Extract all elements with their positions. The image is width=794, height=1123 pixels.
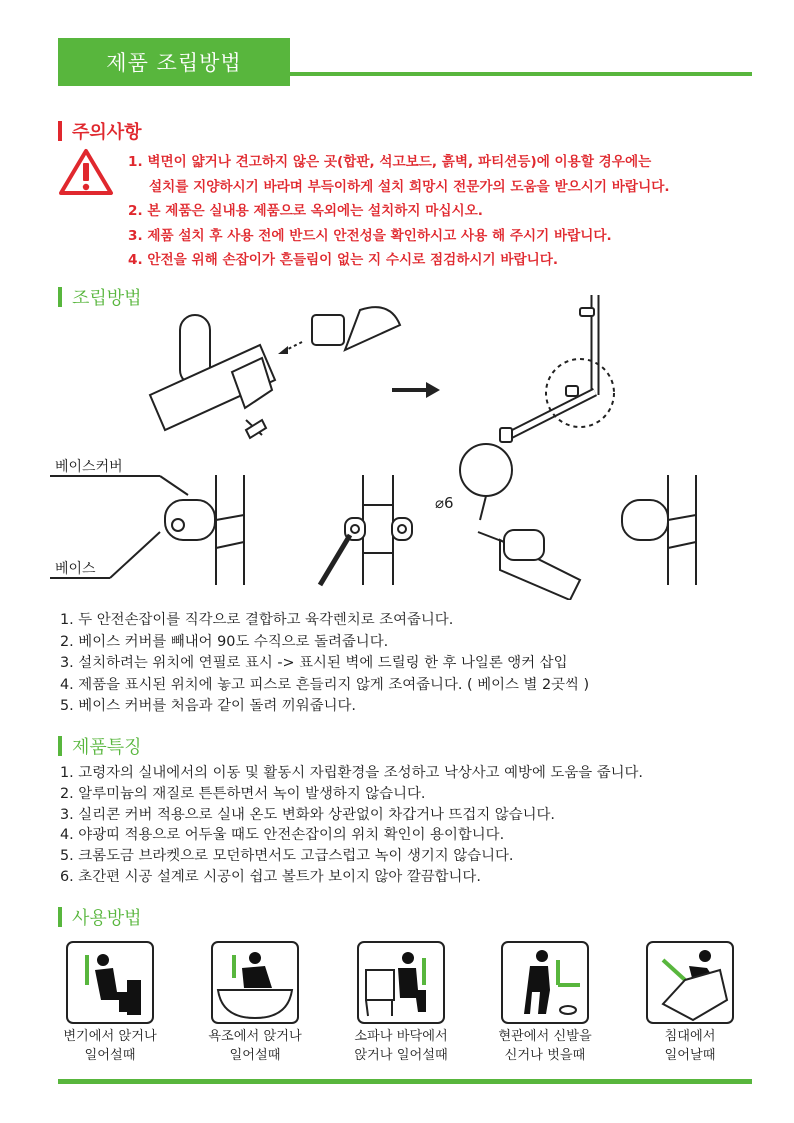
step-item: 2. 베이스 커버를 빼내어 90도 수직으로 돌려줍니다.: [60, 633, 389, 650]
entrance-shoes-icon: [500, 940, 590, 1025]
cautions-list: [128, 150, 670, 273]
bed-rising-icon: [645, 940, 735, 1025]
usage-section: [0, 935, 794, 1075]
usage-caption-line1: 침대에서: [664, 1029, 716, 1044]
warning-triangle-icon: [58, 148, 114, 196]
feature-item: 1. 고령자의 실내에서의 이동 및 활동시 자립환경을 조성하고 낙상사고 예방에 도움을 줍니다.: [60, 765, 643, 781]
rail-joint-illustration: [150, 307, 400, 438]
assembly-diagram: [0, 280, 794, 600]
step-item: 3. 설치하려는 위치에 연필로 표시 -> 표시된 벽에 드릴링 한 후 나일론 앵커 삽입: [60, 655, 568, 671]
toilet-sitting-icon: [65, 940, 155, 1025]
usage-title: 사용방법: [72, 908, 142, 929]
step-item: 1. 두 안전손잡이를 직각으로 결합하고 육각렌치로 조여줍니다.: [60, 612, 454, 628]
caution-item: 2. 본 제품은 실내용 제품으로 옥외에는 설치하지 마십시오.: [128, 203, 483, 219]
caution-item: 3. 제품 설치 후 사용 전에 반드시 안전성을 확인하시고 사용 해 주시기 바랍니다.: [128, 227, 612, 244]
assembled-rail-illustration: [500, 295, 614, 442]
drill-size-label: ⌀6: [435, 494, 454, 512]
step-item: 4. 제품을 표시된 위치에 놓고 피스로 흔들리지 않게 조여줍니다. ( 베이스 별 2곳씩 ): [60, 676, 590, 693]
base-cover-label: 베이스커버: [55, 459, 123, 475]
assembly-steps: [60, 610, 589, 718]
features-title: 제품특징: [72, 737, 142, 758]
feature-item: 4. 야광띠 적용으로 어두울 때도 안전손잡이의 위치 확인이 용이합니다.: [60, 827, 505, 844]
caution-item: 4. 안전을 위해 손잡이가 흔들림이 없는 지 수시로 점검하시기 바랍니다.: [128, 252, 559, 268]
usage-caption: [40, 1027, 180, 1065]
features-heading: [58, 733, 142, 759]
footer-divider: [58, 1079, 752, 1084]
page-title: 제품 조립방법: [106, 51, 242, 75]
usage-caption-line2: 일어날때: [664, 1048, 716, 1063]
base-label: 베이스: [55, 561, 96, 577]
usage-heading: [58, 904, 142, 930]
feature-item: 2. 알루미늄의 재질로 튼튼하면서 녹이 발생하지 않습니다.: [60, 785, 426, 802]
usage-caption-line1: 소파나 바닥에서: [354, 1029, 448, 1044]
usage-caption-line1: 욕조에서 앉거나: [208, 1029, 302, 1044]
usage-caption: [331, 1027, 471, 1065]
section-marker: [58, 907, 62, 927]
sofa-sitting-icon: [356, 940, 446, 1025]
usage-caption-line1: 변기에서 앉거나: [63, 1029, 157, 1044]
screw-install-illustration: [320, 475, 412, 585]
usage-caption: [620, 1027, 760, 1065]
assembly-title: 조립방법: [72, 288, 142, 309]
usage-caption-line1: 현관에서 신발을: [498, 1029, 592, 1044]
section-marker: [58, 121, 62, 141]
usage-caption: [475, 1027, 615, 1065]
caution-item: 설치를 지양하시기 바라며 부득이하게 설치 희망시 전문가의 도움을 받으시기 바랍니다.: [149, 178, 670, 195]
drill-illustration: [460, 444, 580, 600]
step-item: 5. 베이스 커버를 처음과 같이 돌려 끼워줍니다.: [60, 698, 356, 714]
usage-caption: [185, 1027, 325, 1065]
feature-item: 6. 초간편 시공 설계로 시공이 쉽고 볼트가 보이지 않아 깔끔합니다.: [60, 868, 481, 885]
feature-item: 5. 크롬도금 브라켓으로 모던하면서도 고급스럽고 녹이 생기지 않습니다.: [60, 848, 514, 865]
caution-item: 1. 벽면이 얇거나 견고하지 않은 곳(합판, 석고보드, 흙벽, 파티션등)에 이용할 경우에는: [128, 154, 652, 170]
bathtub-sitting-icon: [210, 940, 300, 1025]
usage-caption-line2: 일어설때: [229, 1048, 281, 1063]
usage-caption-line2: 앉거나 일어설때: [354, 1048, 448, 1063]
usage-caption-line2: 신거나 벗을때: [504, 1048, 586, 1063]
feature-item: 3. 실리콘 커버 적용으로 실내 온도 변화와 상관없이 차갑거나 뜨겁지 않습니다.: [60, 806, 555, 823]
finished-base-illustration: [622, 475, 696, 585]
header-divider: [290, 72, 752, 76]
cautions-title: 주의사항: [72, 122, 142, 143]
section-marker: [58, 736, 62, 756]
page-title-tab: [58, 38, 290, 86]
features-list: [60, 763, 643, 888]
cautions-heading: [58, 118, 142, 144]
usage-caption-line2: 일어설때: [84, 1048, 136, 1063]
